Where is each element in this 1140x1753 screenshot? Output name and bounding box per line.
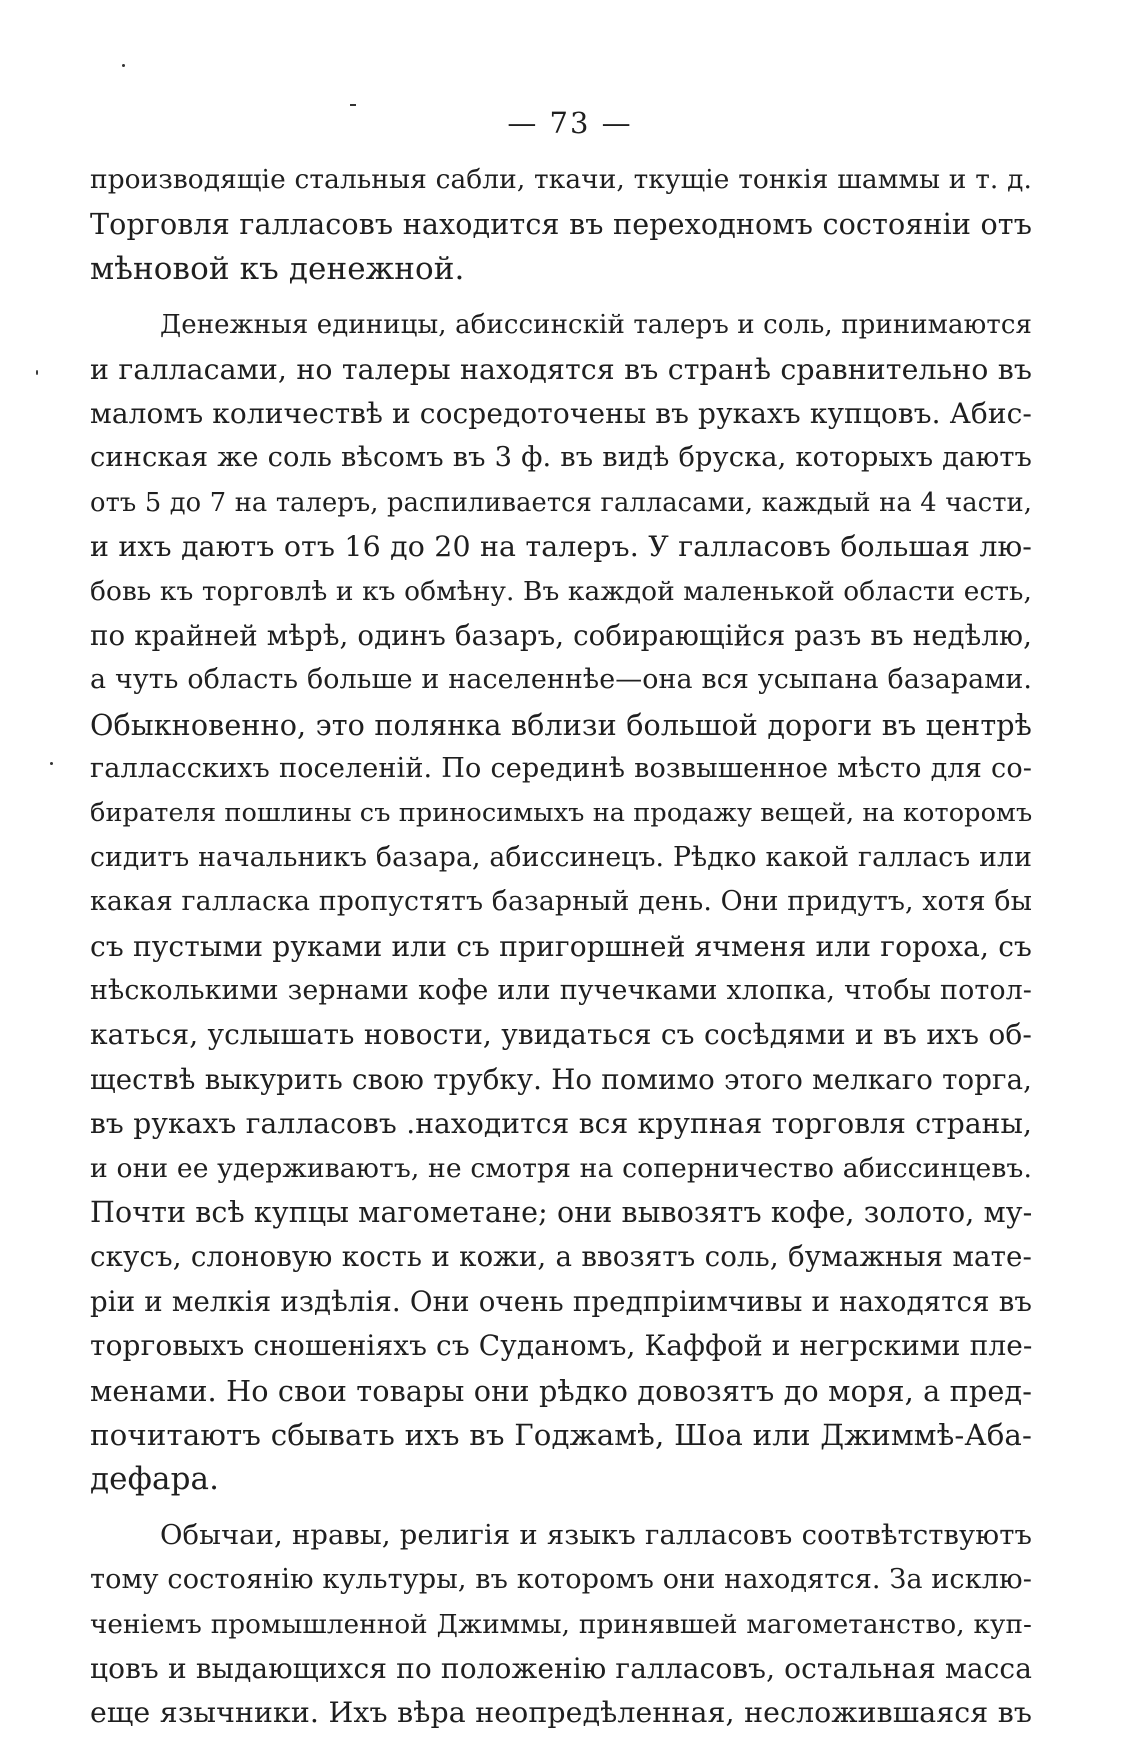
text-line: тому состоянію культуры, въ которомъ они находятся. За исклю- [90, 1564, 1032, 1596]
text-line: бовь къ торговлѣ и къ обмѣну. Въ каждой маленькой области есть, [90, 575, 1032, 607]
text-line: скусъ, слоновую кость и кожи, а ввозятъ соль, бумажныя мате- [90, 1240, 1032, 1274]
text-line: синская же соль вѣсомъ въ 3 ф. въ видѣ бруска, которыхъ даютъ [90, 442, 1032, 474]
text-line: ченіемъ промышленной Джиммы, принявшей магометанство, куп- [90, 1609, 1032, 1640]
text-line: по крайней мѣрѣ, одинъ базаръ, собирающійся разъ въ недѣлю, [90, 618, 1032, 652]
text-line: каться, услышать новости, увидаться съ сосѣдями и въ ихъ об- [90, 1018, 1032, 1052]
page-text [90, 158, 1032, 1736]
text-line: и ихъ даютъ отъ 16 до 20 на талеръ. У галласовъ большая лю- [90, 530, 1032, 564]
text-line: съ пустыми руками или съ пригоршней ячменя или гороха, съ [90, 929, 1032, 963]
text-line: а чуть область больше и населеннѣе—она вся усыпана базарами. [90, 664, 1032, 696]
text-line: въ рукахъ галласовъ .находится вся крупная торговля страны, [90, 1107, 1032, 1141]
text-line: и галласами, но талеры находятся въ странѣ сравнительно въ [90, 352, 1032, 386]
text-line: дефара. [90, 1461, 220, 1498]
text-line: производящіе стальныя сабли, ткачи, ткущіе тонкія шаммы и т. д. [90, 164, 1032, 195]
text-line: мѣновой къ денежной. [90, 250, 465, 287]
text-line: менами. Но свои товары они рѣдко довозятъ до моря, а пред- [90, 1373, 1032, 1408]
text-line: какая галласка пропустятъ базарный день. Они придутъ, хотя бы [90, 886, 1032, 918]
text-line: галласскихъ поселеній. По серединѣ возвышенное мѣсто для со- [90, 753, 1032, 785]
text-line: почитаютъ сбывать ихъ въ Годжамѣ, Шоа или Джиммѣ-Аба- [90, 1417, 1032, 1452]
text-line: цовъ и выдающихся по положенію галласовъ, остальная масса [90, 1651, 1032, 1685]
text-line: и они ее удерживаютъ, не смотря на соперничество абиссинцевъ. [90, 1152, 1032, 1184]
page-number: — 73 — [507, 106, 633, 140]
text-line: Почти всѣ купцы магометане; они вывозятъ кофе, золото, му- [90, 1195, 1033, 1229]
text-line: нѣсколькими зернами кофе или пучечками хлопка, чтобы потол- [90, 975, 1032, 1007]
text-line: сидитъ начальникъ базара, абиссинецъ. Рѣдко какой галласъ или [90, 841, 1032, 873]
text-line: отъ 5 до 7 на талеръ, распиливается галласами, каждый на 4 части, [90, 487, 1032, 518]
text-line: ществѣ выкурить свою трубку. Но помимо этого мелкаго торга, [90, 1062, 1032, 1096]
text-line: еще язычники. Ихъ вѣра неопредѣленная, несложившаяся въ [90, 1696, 1032, 1730]
print-speck [122, 64, 125, 67]
text-line: Обычаи, нравы, религія и языкъ галласовъ соотвѣтствуютъ [160, 1519, 1032, 1551]
text-line: Денежныя единицы, абиссинскій талеръ и соль, принимаются [160, 310, 1032, 341]
text-line: Торговля галласовъ находится въ переходномъ состояніи отъ [90, 207, 1032, 242]
print-speck [36, 370, 38, 375]
text-line: Обыкновенно, это полянка вблизи большой дороги въ центрѣ [90, 707, 1032, 742]
print-speck [50, 762, 53, 765]
text-line: торговыхъ сношеніяхъ съ Суданомъ, Каффой и негрскими пле- [90, 1329, 1033, 1363]
text-line: ріи и мелкія издѣлія. Они очень предпріимчивы и находятся въ [90, 1284, 1032, 1318]
text-line: маломъ количествѣ и сосредоточены въ рукахъ купцовъ. Абис- [90, 396, 1032, 430]
text-line: бирателя пошлины съ приносимыхъ на продажу вещей, на которомъ [90, 798, 1033, 829]
